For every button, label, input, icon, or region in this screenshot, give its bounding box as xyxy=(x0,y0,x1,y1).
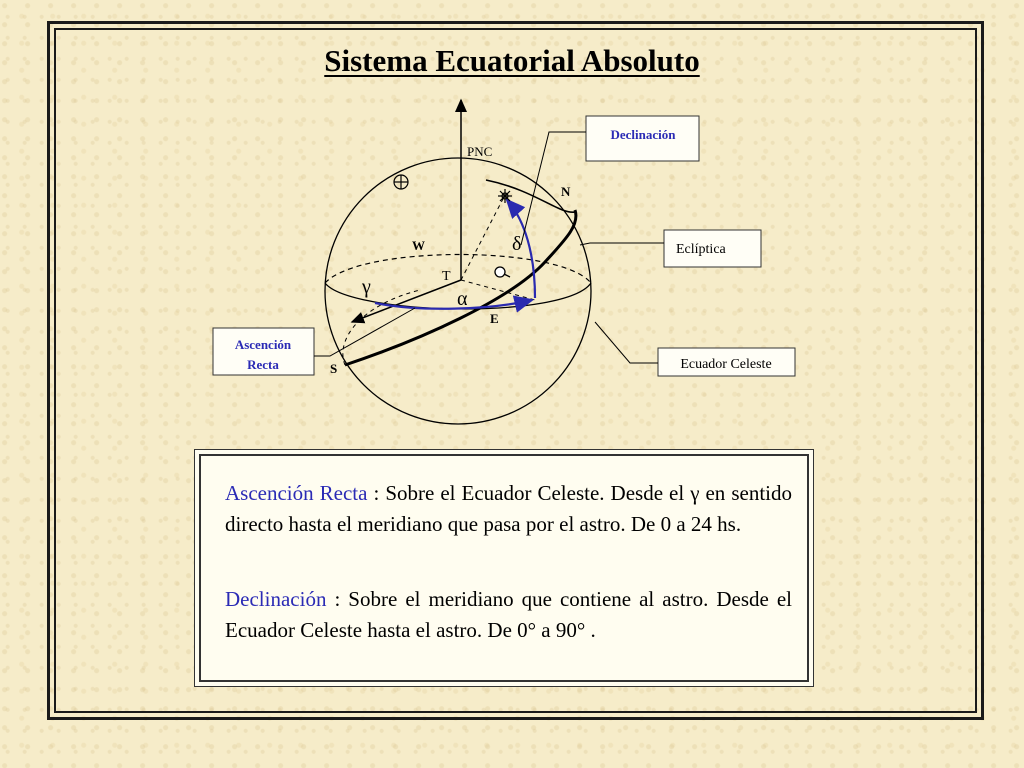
earth-label: T xyxy=(442,269,451,284)
declination-description xyxy=(225,584,792,646)
ecuador-callout-label: Ecuador Celeste xyxy=(680,357,772,372)
west-label: W xyxy=(412,238,425,253)
delta-symbol: δ xyxy=(512,233,522,255)
alpha-symbol: α xyxy=(457,288,468,310)
ascension-description xyxy=(225,478,792,540)
east-label: E xyxy=(490,311,499,326)
gamma-symbol: γ xyxy=(362,276,371,298)
sun-icon xyxy=(495,267,510,277)
ascencion-callout-label-2: Recta xyxy=(247,357,279,372)
ascencion-callout-label-1: Ascención xyxy=(234,337,292,352)
declinacion-callout-label: Declinación xyxy=(610,127,676,142)
declination-text: : Sobre el meridiano que contiene al astro. Desde el Ecuador Celeste hasta el astro. De 0° a 90° . xyxy=(225,587,792,642)
declinacion-leader xyxy=(521,132,586,245)
page-title: Sistema Ecuatorial Absoluto xyxy=(324,43,700,78)
ascencion-leader xyxy=(314,308,415,356)
declination-term: Declinación xyxy=(225,587,327,611)
earth-symbol-icon xyxy=(394,175,408,189)
north-label: N xyxy=(561,184,571,199)
star-icon xyxy=(498,189,512,203)
south-label: S xyxy=(330,361,338,376)
ascension-term: Ascención Recta xyxy=(225,481,368,505)
ecuador-leader xyxy=(595,322,658,363)
ecliptica-callout-label: Eclíptica xyxy=(676,242,726,257)
pnc-label: PNC xyxy=(467,144,493,159)
ascension-text: : Sobre el Ecuador Celeste. Desde el γ en sentido directo hasta el meridiano que pasa por el astro. De 0 a 24 hs. xyxy=(225,481,792,536)
ecliptica-leader xyxy=(580,243,664,245)
